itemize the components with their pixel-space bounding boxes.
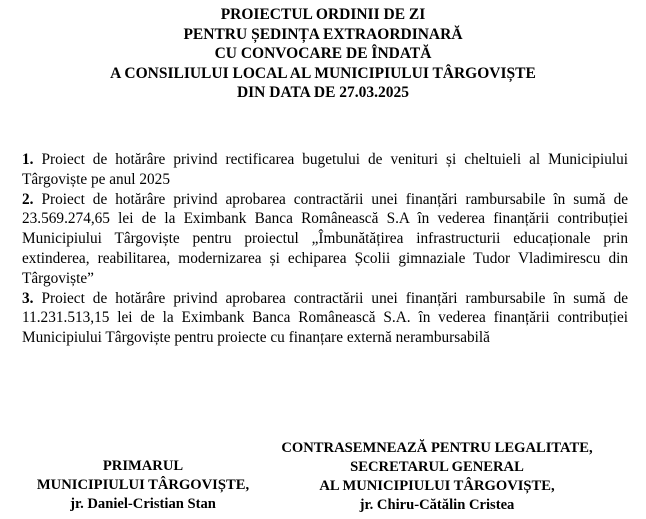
mayor-signature-block: [18, 457, 268, 514]
signature-line: SECRETARUL GENERAL: [350, 459, 524, 475]
agenda-item-number: 3.: [22, 289, 34, 307]
signature-line: PRIMARUL: [102, 458, 184, 474]
agenda-item: [22, 190, 628, 289]
agenda-item: [22, 289, 628, 348]
agenda-item-number: 1.: [22, 151, 34, 168]
title-line: A CONSILIULUI LOCAL AL MUNICIPIULUI TÂRGOVIȘTE: [110, 64, 536, 82]
title-line: DIN DATA DE 27.03.2025: [236, 84, 410, 102]
signature-line: AL MUNICIPIULUI TÂRGOVIȘTE,: [319, 478, 555, 494]
title-line: PROIECTUL ORDINII DE ZI: [220, 6, 426, 23]
signature-line: jr. Daniel-Cristian Stan: [70, 496, 216, 512]
signature-line: jr. Chiru-Cătălin Cristea: [359, 497, 515, 513]
agenda-item-text: Proiect de hotărâre privind aprobarea contractării unei finanțări rambursabile în sumă de 23.569.274,65 lei de la Eximbank Banca Românească S.A în vederea finanțării contribuției Municipiului Târgoviște pentru proiectul „Îmbunătățirea infrastructurii educaționale prin extinderea, reabilitarea, modernizarea și echiparea Școlii gimnaziale Tudor Vladimirescu din Târgoviște”: [22, 190, 629, 287]
agenda-item-text: Proiect de hotărâre privind rectificarea bugetului de venituri și cheltuieli al Municipiului Târgoviște pe anul 2025: [22, 151, 629, 188]
agenda-list: [22, 150, 628, 348]
agenda-item: [22, 150, 628, 190]
secretary-signature-block: [268, 439, 606, 515]
signature-line: MUNICIPIULUI TÂRGOVIȘTE,: [36, 477, 250, 493]
title-line: PENTRU ȘEDINȚA EXTRAORDINARĂ: [183, 25, 463, 43]
agenda-item-number: 2.: [22, 190, 34, 208]
title-line: CU CONVOCARE DE ÎNDATĂ: [214, 45, 432, 63]
signature-line: CONTRASEMNEAZĂ PENTRU LEGALITATE,: [281, 440, 593, 456]
document-title: [0, 5, 646, 103]
agenda-item-text: Proiect de hotărâre privind aprobarea contractării unei finanțări rambursabile în sumă de 11.231.513,15 lei de la Eximbank Banca Românească S.A. în vederea finanțării contribuției Municipiului Târgoviște pentru proiecte cu finanțare externă nerambursabilă: [22, 289, 629, 347]
